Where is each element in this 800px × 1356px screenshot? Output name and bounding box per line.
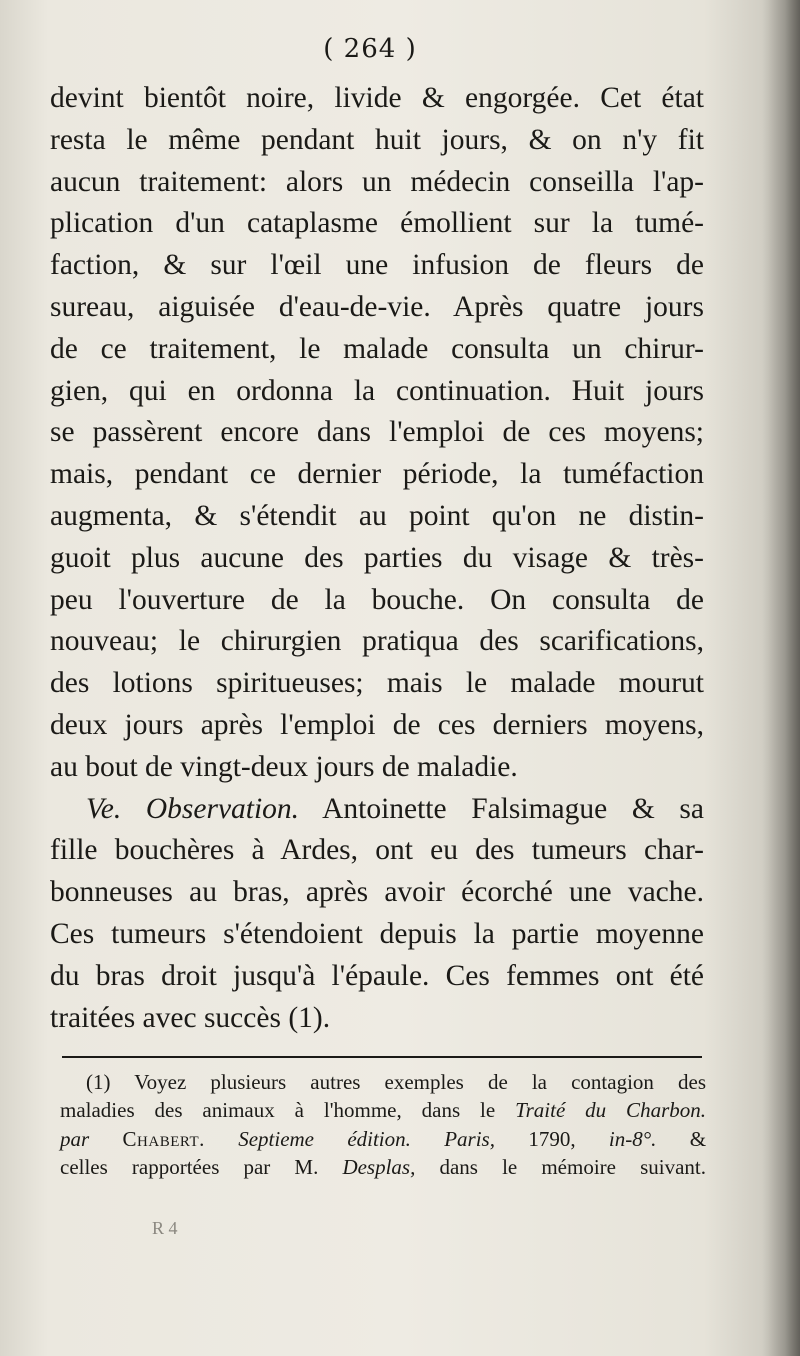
text-line: au bout de vingt-deux jours de maladie.	[50, 750, 518, 783]
format-text: in-8°.	[608, 1126, 657, 1151]
observation-title: Observation.	[145, 792, 300, 825]
text-line: se passèrent encore dans l'emploi de ces moyens;	[50, 416, 704, 449]
text-line: devint bientôt noire, livide & engorgée. Cet état	[50, 82, 704, 114]
edition-year: 1790,	[528, 1126, 576, 1151]
observation-number: Ve.	[86, 792, 122, 825]
text-line: plication d'un cataplasme émollient sur la tumé-	[50, 207, 704, 240]
observation-line: traitées avec succès (1).	[50, 1001, 331, 1034]
text-line: resta le même pendant huit jours, & on n'y fit	[50, 123, 704, 156]
main-text	[50, 78, 704, 1039]
text-line: faction, & sur l'œil une infusion de fleurs de	[50, 249, 704, 282]
text-line: aucun traitement: alors un médecin conseilla l'ap-	[50, 165, 704, 198]
footnote	[60, 1068, 706, 1182]
text-line: peu l'ouverture de la bouche. On consulta de	[50, 583, 704, 616]
author-name-chabert: Chabert.	[122, 1126, 205, 1151]
page-number: ( 264 )	[323, 34, 417, 64]
text-line: des lotions spiritueuses; mais le malade mourut	[50, 667, 704, 700]
text-line: guoit plus aucune des parties du visage & très-	[50, 541, 704, 574]
footnote-text: par	[60, 1126, 90, 1151]
footnote-text: celles rapportées par M.	[60, 1155, 319, 1180]
footnote-line	[60, 1096, 706, 1124]
footnote-line: (1) Voyez plusieurs autres exemples de la contagion des	[86, 1070, 706, 1094]
observation-line: du bras droit jusqu'à l'épaule. Ces femmes ont été	[50, 959, 704, 992]
text-line: deux jours après l'emploi de ces derniers moyens,	[50, 708, 704, 741]
text-line: nouveau; le chirurgien pratiqua des scarifications,	[50, 625, 704, 658]
footnote-text: dans le mémoire suivant.	[439, 1155, 706, 1180]
ampersand: &	[689, 1126, 707, 1151]
footnote-text: maladies des animaux à l'homme, dans le	[60, 1098, 496, 1123]
footnote-line	[60, 1125, 706, 1153]
observation-line: bonneuses au bras, après avoir écorché une vache.	[50, 876, 704, 909]
book-title-traite-du-charbon: Traité du Charbon.	[515, 1098, 706, 1123]
spine-shadow	[762, 0, 800, 1356]
footnote-separator-rule	[62, 1056, 702, 1058]
text-line: de ce traitement, le malade consulta un chirur-	[50, 332, 704, 365]
signature-mark: R 4	[152, 1218, 178, 1238]
text-line: sureau, aiguisée d'eau-de-vie. Après quatre jours	[50, 290, 704, 323]
observation-text-start: Antoinette Falsimague & sa	[322, 792, 704, 825]
author-name-desplas: Desplas,	[342, 1155, 416, 1180]
observation-heading-line	[50, 789, 704, 831]
text-line: mais, pendant ce dernier période, la tuméfaction	[50, 458, 704, 491]
footnote-line	[60, 1153, 706, 1181]
edition-text: Septieme édition. Paris,	[238, 1126, 495, 1151]
text-line: gien, qui en ordonna la continuation. Huit jours	[50, 374, 704, 407]
observation-line: fille bouchères à Ardes, ont eu des tumeurs char-	[50, 834, 704, 867]
text-line: augmenta, & s'étendit au point qu'on ne distin-	[50, 499, 704, 532]
observation-line: Ces tumeurs s'étendoient depuis la partie moyenne	[50, 917, 704, 950]
